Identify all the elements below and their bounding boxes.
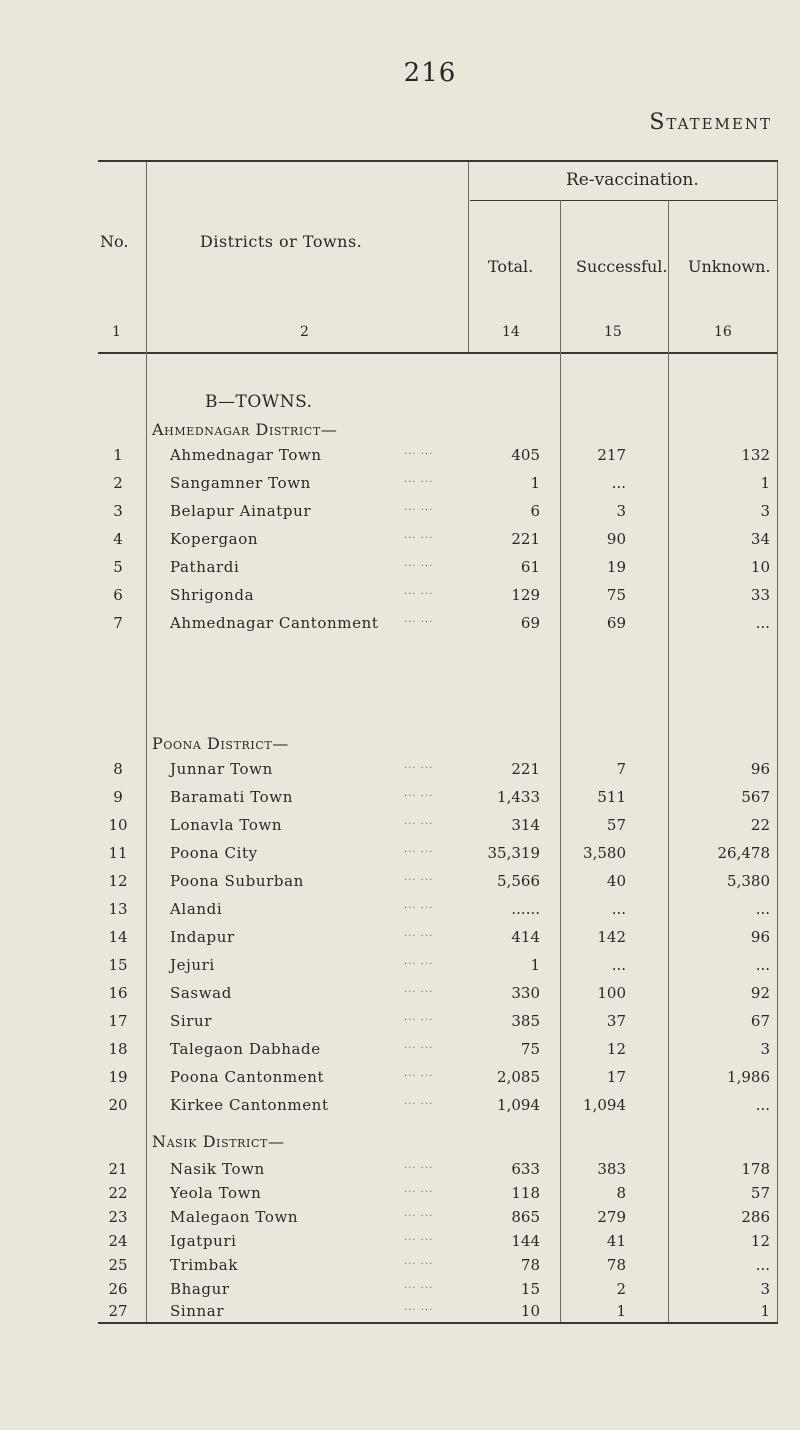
town-name: Sirur [170,1012,213,1030]
row-number: 20 [108,1096,128,1114]
successful-value: 511 [597,788,626,806]
total-value: 1 [530,474,540,492]
unknown-value: ... [755,1096,770,1114]
leader-dots: ... ... [404,1232,434,1243]
leader-dots: ... ... [404,1096,434,1107]
table-row [0,558,800,582]
unknown-value: 5,380 [727,872,770,890]
total-value: 61 [520,558,540,576]
successful-value: 279 [597,1208,626,1226]
row-number: 8 [113,760,123,778]
leader-dots: ... ... [404,1256,434,1267]
total-value: 78 [520,1256,540,1274]
successful-value: 8 [616,1184,626,1202]
total-value: 69 [520,614,540,632]
row-number: 5 [113,558,123,576]
row-number: 16 [108,984,128,1002]
unknown-value: 96 [750,760,770,778]
row-number: 1 [113,446,123,464]
header-bottom-rule [98,352,778,354]
leader-dots: ... ... [404,1280,434,1291]
total-value: 15 [520,1280,540,1298]
unknown-value: 1 [760,474,770,492]
table-row [0,1184,800,1208]
successful-value: 1 [616,1302,626,1320]
row-number: 7 [113,614,123,632]
leader-dots: ... ... [404,1302,434,1313]
leader-dots: ... ... [404,816,434,827]
town-name: Indapur [170,928,235,946]
unknown-value: 67 [750,1012,770,1030]
table-row [0,900,800,924]
total-value: 5,566 [497,872,540,890]
successful-value: 217 [597,446,626,464]
table-row [0,1040,800,1064]
row-number: 27 [108,1302,128,1320]
town-name: Ahmednagar Town [170,446,322,464]
row-number: 22 [108,1184,128,1202]
unknown-value: ... [755,1256,770,1274]
town-name: Lonavla Town [170,816,283,834]
successful-value: 90 [606,530,626,548]
leader-dots: ... ... [404,1068,434,1079]
total-value: 1,094 [497,1096,540,1114]
table-row [0,984,800,1008]
table-row [0,530,800,554]
table-row [0,844,800,868]
unknown-value: 33 [750,586,770,604]
rule-right-edge [777,162,778,1322]
col-number-2: 2 [300,324,309,340]
unknown-value: ... [755,956,770,974]
row-number: 18 [108,1040,128,1058]
successful-value: ... [611,900,626,918]
unknown-value: 3 [760,1040,770,1058]
table-row [0,1232,800,1256]
total-value: 75 [520,1040,540,1058]
total-value: 129 [511,586,540,604]
town-name: Poona Cantonment [170,1068,325,1086]
unknown-value: 57 [750,1184,770,1202]
successful-value: 78 [606,1256,626,1274]
table-row [0,872,800,896]
unknown-value: 10 [750,558,770,576]
successful-value: 12 [606,1040,626,1058]
town-name: Bhagur [170,1280,230,1298]
table-row [0,760,800,784]
col-number-1: 1 [112,324,121,340]
successful-value: ... [611,474,626,492]
unknown-value: 96 [750,928,770,946]
town-name: Poona Suburban [170,872,304,890]
town-name: Kopergaon [170,530,259,548]
successful-value: ... [611,956,626,974]
leader-dots: ... ... [404,956,434,967]
section-title: B—TOWNS. [205,392,313,412]
town-name: Belapur Ainatpur [170,502,312,520]
table-row [0,502,800,526]
town-name: Junnar Town [170,760,273,778]
leader-dots: ... ... [404,984,434,995]
successful-value: 7 [616,760,626,778]
town-name: Ahmednagar Cantonment [170,614,379,632]
row-number: 24 [108,1232,128,1250]
leader-dots: ... ... [404,530,434,541]
table-row [0,1302,800,1326]
unknown-value: 3 [760,1280,770,1298]
rule-after-name [468,162,469,352]
total-value: 2,085 [497,1068,540,1086]
row-number: 25 [108,1256,128,1274]
leader-dots: ... ... [404,1160,434,1171]
unknown-value: ... [755,614,770,632]
table-row [0,1012,800,1036]
leader-dots: ... ... [404,474,434,485]
total-value: 385 [511,1012,540,1030]
leader-dots: ... ... [404,502,434,513]
table-top-rule [98,160,778,162]
successful-value: 41 [606,1232,626,1250]
successful-value: 69 [606,614,626,632]
header-unknown: Unknown. [688,257,771,276]
table-row [0,1280,800,1304]
header-no: No. [100,232,129,251]
unknown-value: 132 [741,446,770,464]
total-value: 1 [530,956,540,974]
total-value: ...... [511,900,540,918]
leader-dots: ... ... [404,928,434,939]
leader-dots: ... ... [404,788,434,799]
town-name: Sangamner Town [170,474,311,492]
district-heading-ahmednagar: Ahmednagar District— [152,420,338,439]
successful-value: 17 [606,1068,626,1086]
total-value: 633 [511,1160,540,1178]
table-row [0,1096,800,1120]
leader-dots: ... ... [404,446,434,457]
town-name: Igatpuri [170,1232,237,1250]
statement-title: Statement [649,110,772,135]
total-value: 144 [511,1232,540,1250]
table-row [0,956,800,980]
total-value: 330 [511,984,540,1002]
table-row [0,614,800,638]
table-row [0,1160,800,1184]
row-number: 13 [108,900,128,918]
leader-dots: ... ... [404,900,434,911]
row-number: 12 [108,872,128,890]
unknown-value: 92 [750,984,770,1002]
row-number: 10 [108,816,128,834]
total-value: 414 [511,928,540,946]
leader-dots: ... ... [404,586,434,597]
successful-value: 1,094 [583,1096,626,1114]
header-successful: Successful. [576,257,668,276]
successful-value: 57 [606,816,626,834]
town-name: Jejuri [170,956,215,974]
town-name: Pathardi [170,558,240,576]
successful-value: 142 [597,928,626,946]
leader-dots: ... ... [404,1040,434,1051]
header-districts: Districts or Towns. [200,232,363,251]
table-row [0,1256,800,1280]
leader-dots: ... ... [404,760,434,771]
town-name: Saswad [170,984,232,1002]
total-value: 6 [530,502,540,520]
unknown-value: 22 [750,816,770,834]
leader-dots: ... ... [404,614,434,625]
total-value: 35,319 [487,844,540,862]
unknown-value: 12 [750,1232,770,1250]
col-number-14: 14 [502,324,520,340]
leader-dots: ... ... [404,844,434,855]
row-number: 2 [113,474,123,492]
successful-value: 3,580 [583,844,626,862]
leader-dots: ... ... [404,1012,434,1023]
total-value: 1,433 [497,788,540,806]
table-row [0,474,800,498]
town-name: Sinnar [170,1302,225,1320]
town-name: Shrigonda [170,586,255,604]
rule-after-no [146,162,147,1322]
row-number: 15 [108,956,128,974]
unknown-value: 1 [760,1302,770,1320]
col-number-15: 15 [604,324,622,340]
town-name: Poona City [170,844,258,862]
unknown-value: 1,986 [727,1068,770,1086]
leader-dots: ... ... [404,872,434,883]
town-name: Kirkee Cantonment [170,1096,329,1114]
table-row [0,1208,800,1232]
table-row [0,446,800,470]
successful-value: 383 [597,1160,626,1178]
row-number: 6 [113,586,123,604]
row-number: 14 [108,928,128,946]
unknown-value: 286 [741,1208,770,1226]
successful-value: 100 [597,984,626,1002]
row-number: 21 [108,1160,128,1178]
town-name: Trimbak [170,1256,239,1274]
col-number-16: 16 [714,324,732,340]
leader-dots: ... ... [404,1184,434,1195]
revaccination-rule [470,200,778,201]
total-value: 10 [520,1302,540,1320]
town-name: Baramati Town [170,788,294,806]
leader-dots: ... ... [404,558,434,569]
row-number: 9 [113,788,123,806]
successful-value: 37 [606,1012,626,1030]
successful-value: 3 [616,502,626,520]
row-number: 4 [113,530,123,548]
town-name: Alandi [170,900,223,918]
unknown-value: 567 [741,788,770,806]
unknown-value: 3 [760,502,770,520]
total-value: 865 [511,1208,540,1226]
district-heading-nasik: Nasik District— [152,1132,285,1151]
table-row [0,586,800,610]
town-name: Yeola Town [170,1184,262,1202]
unknown-value: 34 [750,530,770,548]
successful-value: 2 [616,1280,626,1298]
town-name: Malegaon Town [170,1208,299,1226]
row-number: 11 [108,844,128,862]
district-heading-poona: Poona District— [152,734,289,753]
unknown-value: 178 [741,1160,770,1178]
header-total: Total. [488,257,534,276]
successful-value: 40 [606,872,626,890]
unknown-value: ... [755,900,770,918]
header-revaccination: Re-vaccination. [566,170,699,190]
total-value: 314 [511,816,540,834]
unknown-value: 26,478 [717,844,770,862]
successful-value: 19 [606,558,626,576]
town-name: Talegaon Dabhade [170,1040,321,1058]
total-value: 118 [511,1184,540,1202]
row-number: 17 [108,1012,128,1030]
row-number: 3 [113,502,123,520]
table-row [0,816,800,840]
page-number: 216 [403,58,457,88]
row-number: 26 [108,1280,128,1298]
table-row [0,1068,800,1092]
row-number: 19 [108,1068,128,1086]
row-number: 23 [108,1208,128,1226]
total-value: 221 [511,530,540,548]
town-name: Nasik Town [170,1160,265,1178]
leader-dots: ... ... [404,1208,434,1219]
table-row [0,928,800,952]
total-value: 221 [511,760,540,778]
total-value: 405 [511,446,540,464]
successful-value: 75 [606,586,626,604]
table-row [0,788,800,812]
